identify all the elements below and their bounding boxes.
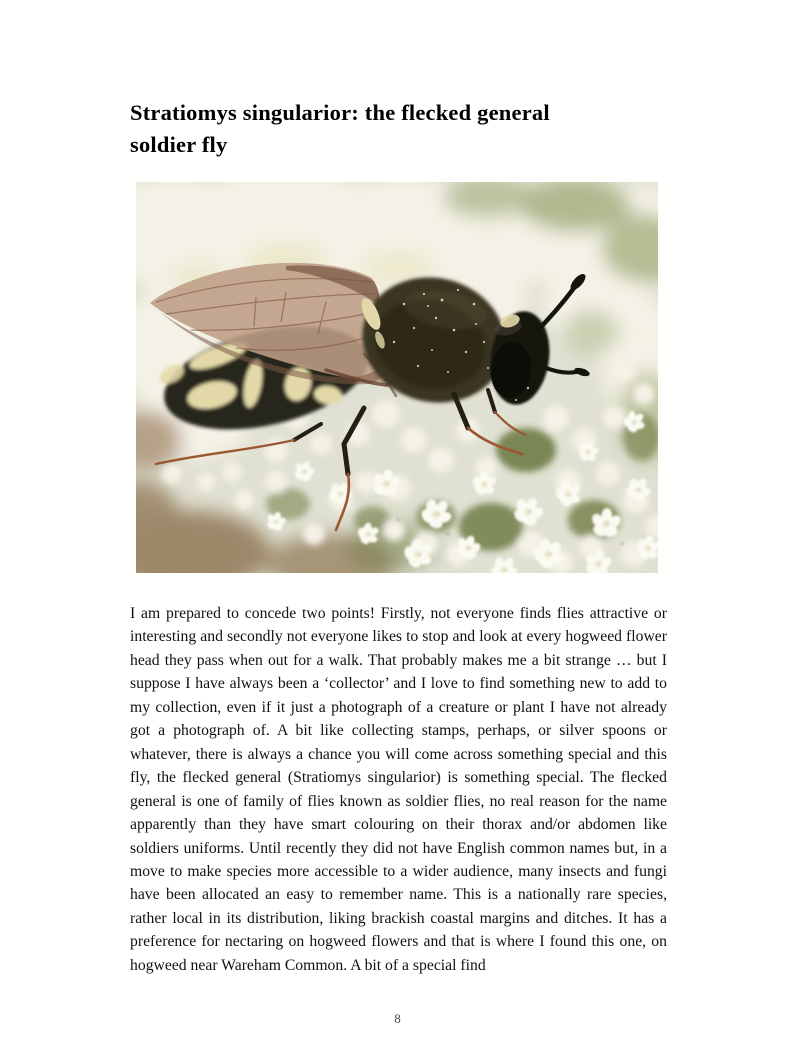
page-title-line-1: Stratiomys singularior: the flecked general [130,100,550,125]
page-title [130,97,675,160]
fly-photo [136,182,658,573]
page-title-line-2: soldier fly [130,131,228,157]
page-number-footer [0,1011,795,1027]
page-number: 8 [394,1011,401,1026]
fly-photo-illustration [136,182,658,573]
body-paragraph: I am prepared to concede two points! Firstly, not everyone finds flies attractive or interesting and secondly not everyone likes to stop and look at every hogweed flower head they pass when out for a walk. That probably makes me a bit strange … but I suppose I have always been a ‘collector’ and I love to find something new to add to my collection, even if it just a photograph of a creature or plant I have not already got a photograph of. A bit like collecting stamps, perhaps, or silver spoons or whatever, there is always a chance you will come across something special and this fly, the flecked general (Stratiomys singularior) is something special. The flecked general is one of family of flies known as soldier flies, no real reason for the name apparently than they have smart colouring on their thorax and/or abdomen like soldiers uniforms. Until recently they did not have English common names but, in a move to make species more accessible to a wider audience, many insects and fungi have been allocated an easy to remember name. This is a nationally rare species, rather local in its distribution, liking brackish coastal margins and ditches. It has a preference for nectaring on hogweed flowers and that is where I found this one, on hogweed near Wareham Common. A bit of a special find [130,605,667,974]
